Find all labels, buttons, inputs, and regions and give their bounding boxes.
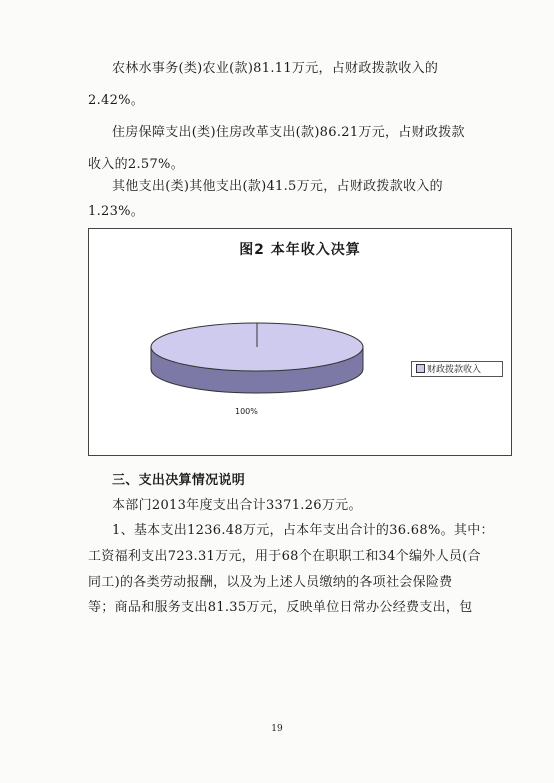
paragraph-agriculture-line1: 农林水事务(类)农业(款)81.11万元，占财政拨款收入的 [112,61,439,76]
chart-title: 图2 本年收入决算 [239,242,361,258]
legend-label: 财政拨款收入 [427,365,482,375]
chart-legend [411,361,503,377]
section-line-5: 等；商品和服务支出81.35万元，反映单位日常办公经费支出，包 [88,600,473,615]
legend-swatch [416,364,425,373]
paragraph-housing-line1: 住房保障支出(类)住房改革支出(款)86.21万元，占财政拨款 [112,125,465,140]
section-line-4: 同工)的各类劳动报酬，以及为上述人员缴纳的各项社会保险费 [88,575,453,590]
paragraph-other-line2: 1.23%。 [88,204,145,219]
paragraph-agriculture-line2: 2.42%。 [88,93,145,108]
section-line-1: 本部门2013年度支出合计3371.26万元。 [112,498,362,513]
paragraph-housing-line2: 收入的2.57%。 [88,157,184,172]
section-line-2: 1、基本支出1236.48万元，占本年支出合计的36.68%。其中： [112,523,494,538]
page-number: 19 [271,724,283,734]
section-heading: 三、支出决算情况说明 [112,473,246,488]
pie-data-label: 100% [235,407,258,416]
paragraph-other-line1: 其他支出(类)其他支出(款)41.5万元，占财政拨款收入的 [112,179,443,194]
section-line-3: 工资福利支出723.31万元，用于68个在职职工和34个编外人员(合 [88,549,481,564]
pie-svg [89,229,513,457]
income-pie-chart [88,228,512,456]
